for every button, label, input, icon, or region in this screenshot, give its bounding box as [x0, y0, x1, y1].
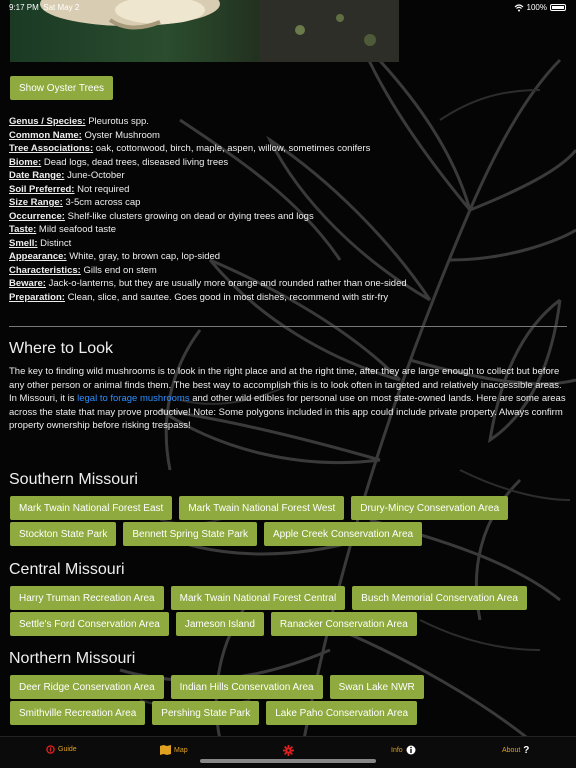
tab-info[interactable]: Info: [391, 745, 416, 755]
area-button[interactable]: Mark Twain National Forest West: [179, 496, 344, 520]
area-button[interactable]: Swan Lake NWR: [330, 675, 424, 699]
battery-icon: [550, 4, 566, 11]
where-to-look-text: The key to finding wild mushrooms is to look in the right place and at the right time, after they are large enough to collect but before any other person or animal finds them. The best way to accomplish this is to look often in targeted and relatively inaccessible areas. In Missouri, it is legal to forage mushrooms and other wild edibles for personal use on most state-owned lands. Here are some areas across the state that may prove productive! Note: Some polygons included in this app could include private property. Always confirm property ownership before risking trespass!: [9, 366, 566, 431]
detail-common-name: Common Name: Oyster Mushroom: [9, 129, 160, 141]
area-button[interactable]: Busch Memorial Conservation Area: [352, 586, 527, 610]
detail-characteristics: Characteristics: Gills end on stem: [9, 264, 157, 276]
detail-smell: Smell: Distinct: [9, 237, 72, 249]
area-button[interactable]: Stockton State Park: [10, 522, 116, 546]
tab-bar: [0, 736, 576, 768]
home-indicator: [200, 759, 376, 763]
southern-row-1: [10, 496, 508, 520]
area-button[interactable]: Jameson Island: [176, 612, 264, 636]
section-divider: [9, 326, 567, 327]
detail-beware: Beware: Jack-o-lanterns, but they are usually more orange and rounded rather than one-sided: [9, 278, 407, 289]
central-row-2: [10, 612, 417, 636]
area-button[interactable]: Smithville Recreation Area: [10, 701, 145, 725]
tab-about[interactable]: About ?: [502, 745, 530, 756]
detail-taste: Taste: Mild seafood taste: [9, 224, 117, 235]
tab-center[interactable]: [283, 745, 294, 756]
area-button[interactable]: Ranacker Conservation Area: [271, 612, 417, 636]
detail-date-range: Date Range: June-October: [9, 170, 125, 181]
northern-missouri-heading: Northern Missouri: [9, 650, 136, 667]
area-button[interactable]: Lake Paho Conservation Area: [266, 701, 417, 725]
battery-percent: 100%: [526, 3, 547, 12]
detail-genus: Genus / Species: Pleurotus spp.: [9, 116, 149, 127]
status-time: 9:17 PM Sat May 2: [9, 3, 80, 12]
area-button[interactable]: Deer Ridge Conservation Area: [10, 675, 164, 699]
detail-occurrence: Occurrence: Shelf-like clusters growing on dead or dying trees and logs: [9, 210, 314, 222]
detail-preparation: Preparation: Clean, slice, and sautee. Goes good in most dishes, recommend with stir-fry: [9, 291, 389, 303]
gear-icon: [283, 745, 294, 756]
detail-size-range: Size Range: 3-5cm across cap: [9, 197, 141, 208]
info-icon: [406, 745, 416, 755]
area-button[interactable]: Mark Twain National Forest Central: [171, 586, 346, 610]
area-button[interactable]: Drury-Mincy Conservation Area: [351, 496, 508, 520]
detail-biome: Biome: Dead logs, dead trees, diseased living trees: [9, 156, 229, 168]
compass-icon: [46, 745, 55, 754]
southern-row-2: [10, 522, 422, 546]
detail-appearance: Appearance: White, gray, to brown cap, lop-sided: [9, 251, 221, 262]
legal-to-forage-link[interactable]: legal to forage mushrooms: [77, 393, 190, 404]
southern-missouri-heading: Southern Missouri: [9, 471, 138, 488]
question-icon: ?: [523, 745, 530, 756]
central-missouri-heading: Central Missouri: [9, 561, 125, 578]
northern-row-2: [10, 701, 417, 725]
central-row-1: [10, 586, 527, 610]
area-button[interactable]: Indian Hills Conservation Area: [171, 675, 323, 699]
area-button[interactable]: Settle's Ford Conservation Area: [10, 612, 169, 636]
northern-row-1: [10, 675, 424, 699]
mushroom-details: [9, 115, 407, 304]
wifi-icon: [514, 4, 524, 12]
map-icon: [160, 745, 171, 755]
where-to-look-heading: Where to Look: [9, 340, 114, 357]
tab-map[interactable]: Map: [160, 745, 188, 755]
area-button[interactable]: Harry Truman Recreation Area: [10, 586, 164, 610]
status-right: [514, 3, 566, 12]
detail-soil: Soil Preferred: Not required: [9, 183, 130, 195]
area-button[interactable]: Pershing State Park: [152, 701, 259, 725]
status-bar: [0, 0, 576, 14]
show-oyster-trees-button[interactable]: Show Oyster Trees: [10, 76, 113, 100]
area-button[interactable]: Bennett Spring State Park: [123, 522, 257, 546]
area-button[interactable]: Mark Twain National Forest East: [10, 496, 172, 520]
tab-guide[interactable]: Guide: [46, 745, 77, 754]
area-button[interactable]: Apple Creek Conservation Area: [264, 522, 422, 546]
detail-tree-associations: Tree Associations: oak, cottonwood, birch, maple, aspen, willow, sometimes conifers: [9, 143, 371, 154]
